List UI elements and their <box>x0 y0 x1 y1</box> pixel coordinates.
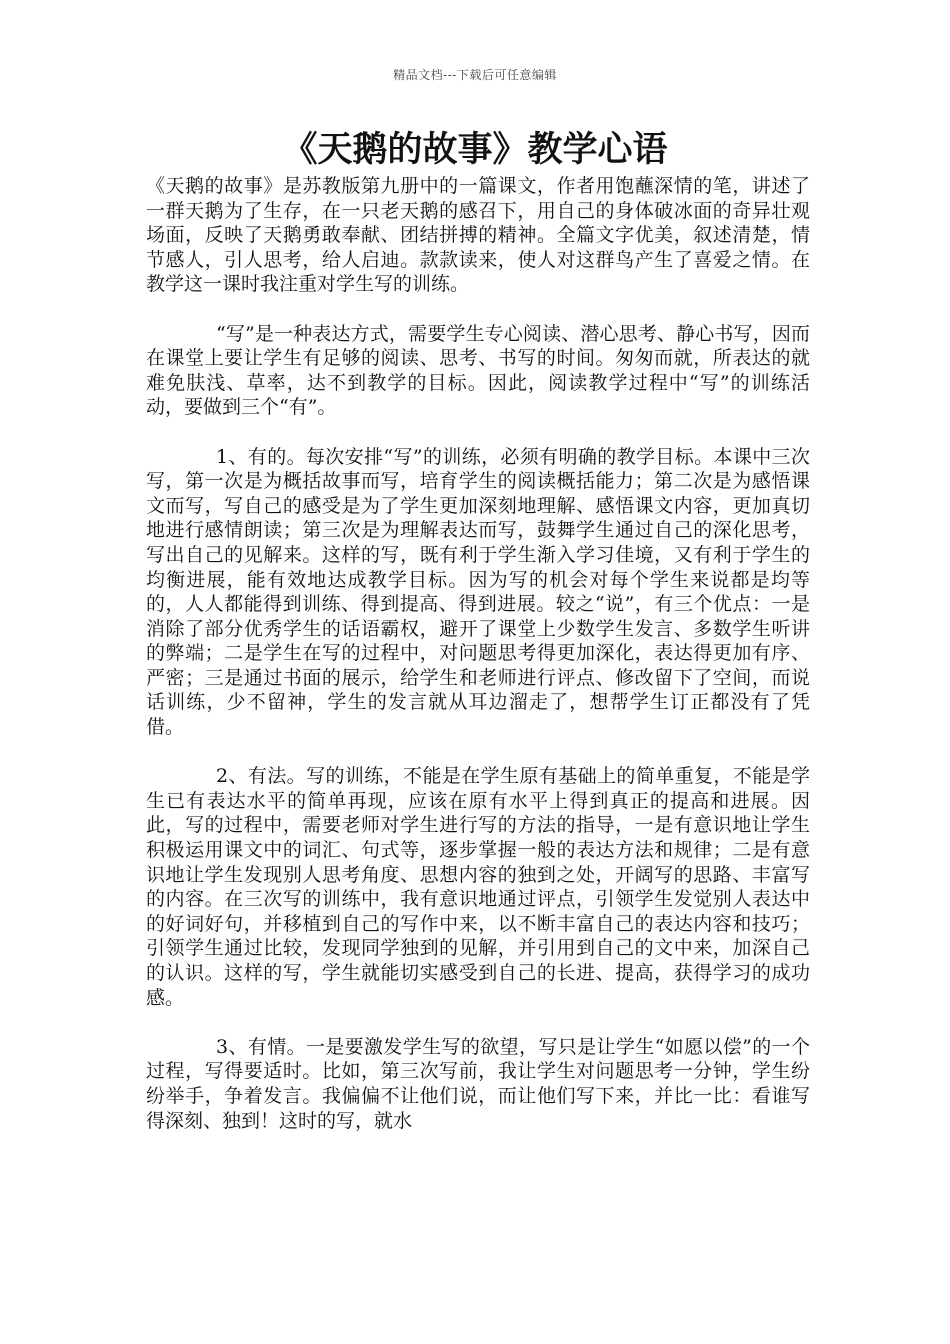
paragraph-writing: “写”是一种表达方式，需要学生专心阅读、潜心思考、静心书写，因而在课堂上要让学生有足够的阅读、思考、书写的时间。匆匆而就，所表达的就难免肤浅、草率，达不到教学的目标。因此，阅读教学过程中“写”的训练活动，要做到三个“有”。 <box>146 322 810 419</box>
paragraph-gap <box>146 740 810 765</box>
header-note: 精品文档---下载后可任意编辑 <box>393 68 557 82</box>
paragraph-gap <box>146 1010 810 1035</box>
document-body <box>146 174 810 1133</box>
paragraph-intro: 《天鹅的故事》是苏教版第九册中的一篇课文，作者用饱蘸深情的笔，讲述了一群天鹅为了生存，在一只老天鹅的感召下，用自己的身体破冰面的奇异壮观场面，反映了天鹅勇敢奉献、团结拼搏的精神。全篇文字优美，叙述清楚，情节感人，引人思考，给人启迪。款款读来，使人对这群鸟产生了喜爱之情。在教学这一课时我注重对学生写的训练。 <box>146 175 810 296</box>
paragraph-method: 2、有法。写的训练，不能是在学生原有基础上的简单重复，不能是学生已有表达水平的简单再现，应该在原有水平上得到真正的提高和进展。因此，写的过程中，需要老师对学生进行写的方法的指导，一是有意识地让学生积极运用课文中的词汇、句式等，逐步掌握一般的表达方法和规律；二是有意识地让学生发现别人思考角度、思想内容的独到之处，开阔写的思路、丰富写的内容。在三次写的训练中，我有意识地通过评点，引领学生发觉别人表达中的好词好句，并移植到自己的写作中来，以不断丰富自己的表达内容和技巧；引领学生通过比较，发现同学独到的见解，并引用到自己的文中来，加深自己的认识。这样的写，学生就能切实感受到自己的长进、提高，获得学习的成功感。 <box>146 765 810 1009</box>
paragraph-gap <box>146 420 810 445</box>
paragraph-emotion: 3、有情。一是要激发学生写的欲望，写只是让学生“如愿以偿”的一个过程，写得要适时。比如，第三次写前，我让学生对问题思考一分钟，学生纷纷举手，争着发言。我偏偏不让他们说，而让他们写下来，并比一比：看谁写得深刻、独到！这时的写，就水 <box>146 1035 810 1132</box>
paragraph-gap <box>146 297 810 322</box>
paragraph-purpose: 1、有的。每次安排“写”的训练，必须有明确的教学目标。本课中三次写，第一次是为概括故事而写，培育学生的阅读概括能力；第二次是为感悟课文而写，写自己的感受是为了学生更加深刻地理解、感悟课文内容，更加真切地进行感情朗读；第三次是为理解表达而写，鼓舞学生通过自己的深化思考，写出自己的见解来。这样的写，既有利于学生渐入学习佳境，又有利于学生的均衡进展，能有效地达成教学目标。因为写的机会对每个学生来说都是均等的，人人都能得到训练、得到提高、得到进展。较之“说”，有三个优点：一是消除了部分优秀学生的话语霸权，避开了课堂上少数学生发言、多数学生听讲的弊端；二是学生在写的过程中，对问题思考得更加深化，表达得更加有序、严密；三是通过书面的展示，给学生和老师进行评点、修改留下了空间，而说话训练，少不留神，学生的发言就从耳边溜走了，想帮学生订正都没有了凭借。 <box>146 445 810 739</box>
document-title: 《天鹅的故事》教学心语 <box>282 129 668 170</box>
